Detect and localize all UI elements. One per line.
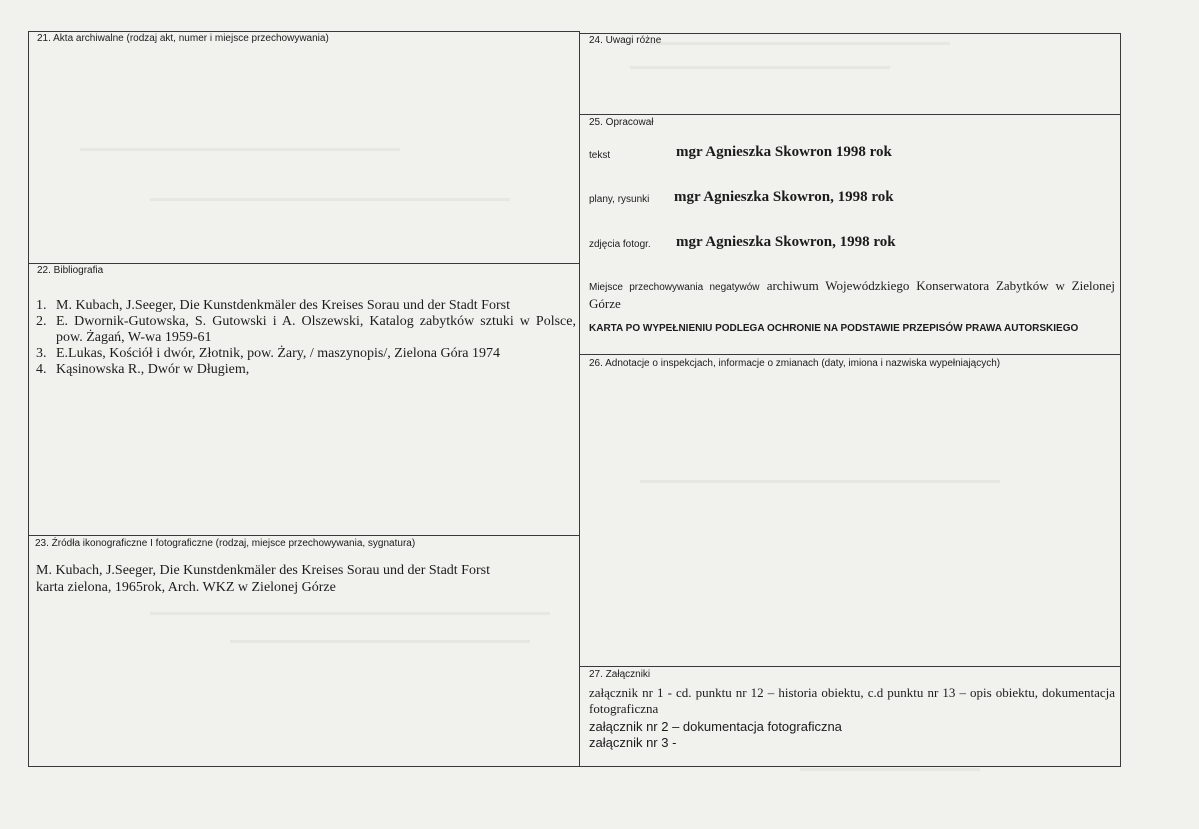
border-top-right	[580, 33, 1120, 34]
show-through-mark	[640, 480, 1000, 483]
show-through-mark	[230, 640, 530, 643]
attachment-2: załącznik nr 2 – dokumentacja fotograficzna	[589, 719, 842, 734]
divider-22-23	[28, 535, 579, 536]
tekst-label: tekst	[589, 150, 611, 161]
sources-line-2: karta zielona, 1965rok, Arch. WKZ w Zielonej Górze	[36, 580, 336, 595]
negatives-storage-value: archiwum Wojewódzkiego Konserwatora Zabytków w Zielonej Górze	[589, 278, 1115, 311]
attachment-1: załącznik nr 1 - cd. punktu nr 12 – historia obiektu, c.d punktu nr 13 – opis obiektu, dokumentacja fotograficzna	[589, 685, 1115, 716]
divider-25-26	[580, 354, 1120, 355]
bibliography-item: 3. E.Lukas, Kościół i dwór, Złotnik, pow. Żary, / maszynopis/, Zielona Góra 1974	[36, 346, 500, 361]
sources-line-1: M. Kubach, J.Seeger, Die Kunstdenkmäler des Kreises Sorau und der Stadt Forst	[36, 563, 490, 578]
section-22-label: 22. Bibliografia	[37, 265, 104, 276]
divider-24-25	[580, 114, 1120, 115]
negatives-storage-label: Miejsce przechowywania negatywów	[589, 282, 760, 293]
section-27-label: 27. Załączniki	[589, 669, 651, 680]
bibliography-item: 1. M. Kubach, J.Seeger, Die Kunstdenkmäler des Kreises Sorau und der Stadt Forst	[36, 298, 510, 313]
attachment-3: załącznik nr 3 -	[589, 735, 677, 750]
copyright-note: KARTA PO WYPEŁNIENIU PODLEGA OCHRONIE NA PODSTAWIE PRZEPISÓW PRAWA AUTORSKIEGO	[589, 323, 1079, 334]
zdjecia-author: mgr Agnieszka Skowron, 1998 rok	[676, 234, 896, 250]
show-through-mark	[80, 148, 400, 151]
negatives-storage	[589, 278, 1115, 312]
divider-26-27	[580, 666, 1120, 667]
border-top-left	[28, 31, 580, 32]
border-bottom	[28, 766, 1121, 767]
divider-21-22	[28, 263, 579, 264]
bibliography-list	[36, 298, 576, 378]
zdjecia-label: zdjęcia fotogr.	[589, 239, 651, 250]
plany-label: plany, rysunki	[589, 194, 650, 205]
column-divider	[579, 31, 580, 767]
border-left	[28, 31, 29, 767]
bibliography-item: 4. Kąsinowska R., Dwór w Długiem,	[36, 362, 250, 377]
show-through-mark	[150, 612, 550, 615]
show-through-mark	[800, 768, 980, 771]
section-25-label: 25. Opracował	[589, 117, 654, 128]
section-24-label: 24. Uwagi różne	[589, 35, 662, 46]
section-26-label: 26. Adnotacje o inspekcjach, informacje o zmianach (daty, imiona i nazwiska wypełniających)	[589, 358, 1001, 369]
plany-author: mgr Agnieszka Skowron, 1998 rok	[674, 189, 894, 205]
bibliography-item: 2. E. Dwornik-Gutowska, S. Gutowski i A. Olszewski, Katalog zabytków sztuki w Polsce, pow. Żagań, W-wa 1959-61	[36, 314, 576, 345]
border-right	[1120, 33, 1121, 766]
section-21-label: 21. Akta archiwalne (rodzaj akt, numer i miejsce przechowywania)	[37, 33, 329, 44]
show-through-mark	[650, 42, 950, 45]
show-through-mark	[150, 198, 510, 201]
tekst-author: mgr Agnieszka Skowron 1998 rok	[676, 144, 892, 160]
show-through-mark	[630, 66, 890, 69]
section-23-label: 23. Źródła ikonograficzne I fotograficzne (rodzaj, miejsce przechowywania, sygnatura)	[35, 538, 416, 549]
